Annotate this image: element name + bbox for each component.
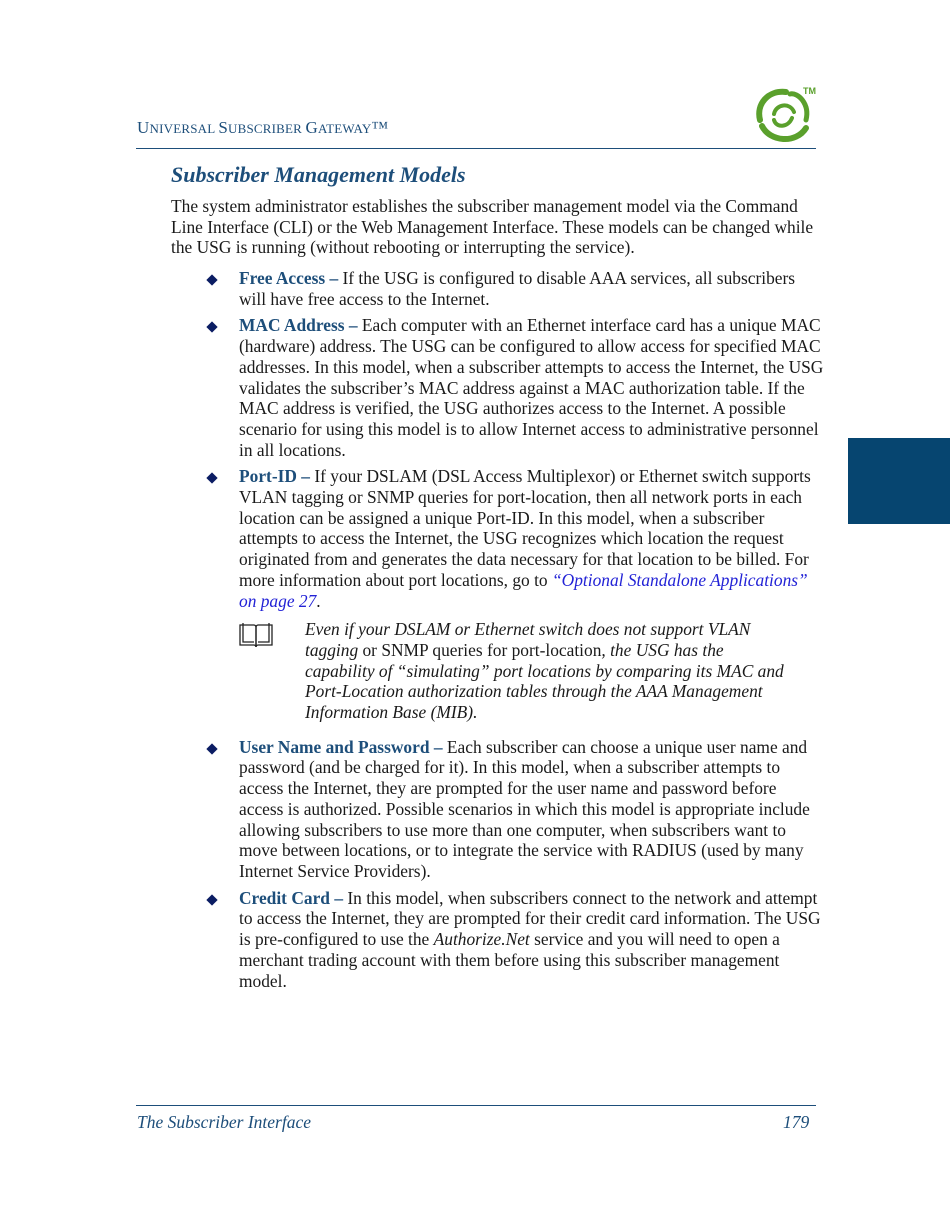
diamond-bullet-icon	[206, 473, 217, 484]
diamond-bullet-icon	[206, 322, 217, 333]
header-trademark: ™	[371, 118, 389, 137]
item-text: Each computer with an Ethernet interface card has a unique MAC (hardware) address. The USG can be configured to allow access for specified MAC addresses. In this model, when a subscriber attempts to access the Internet, the USG validates the subscriber’s MAC address against a MAC authorization table. If the MAC address is verified, the USG authorizes access to the Internet. A possible scenario for using this model is to allow Internet access to administrative personnel in all locations.	[239, 315, 824, 460]
list-item-credit-card	[205, 888, 825, 992]
header-smallcaps: UBSCRIBER	[228, 121, 306, 136]
list-item-free-access	[205, 268, 825, 309]
note-text-part: Even if your DSLAM or Ethernet switch does not support VLAN tagging	[305, 619, 751, 660]
item-term: MAC Address –	[239, 315, 358, 336]
item-emphasis: Authorize.Net	[433, 929, 530, 950]
note-text-part: or SNMP queries for port-location	[358, 639, 602, 660]
running-header	[137, 118, 388, 138]
header-initial: U	[137, 118, 150, 137]
note-text-part: , the USG has the capability of “simulating” port locations by comparing its MAC and Port-Location authorization tables through the AAA Management Information Base (MIB).	[305, 639, 784, 723]
item-text: In this model, when subscribers connect to the network and attempt to access the Internet, they are prompted for their credit card information. The USG is pre-configured to use the	[239, 887, 821, 950]
note-text	[305, 619, 785, 723]
logo-trademark: TM	[803, 86, 816, 96]
item-term: Free Access –	[239, 268, 339, 288]
header-rule	[136, 148, 816, 149]
section-title: Subscriber Management Models	[171, 162, 466, 187]
cross-reference-link[interactable]: “Optional Standalone Applications” on page 27	[239, 569, 808, 611]
model-list	[205, 268, 825, 997]
diamond-bullet-icon	[206, 274, 217, 285]
chapter-side-tab	[848, 438, 950, 524]
note-block	[238, 619, 785, 723]
header-smallcaps: ATEWAY	[317, 121, 372, 136]
item-term: Port-ID –	[239, 466, 310, 487]
item-text: If the USG is configured to disable AAA services, all subscribers will have free access to the Internet.	[239, 268, 796, 309]
item-text: If your DSLAM (DSL Access Multiplexor) or Ethernet switch supports VLAN tagging or SNMP queries for port-location, then all network ports in each location can be assigned a unique Port-ID. In this model, when a subscriber attempts to access the Internet, the USG recognizes which location the request originated from and generates the data necessary for that location to be billed. For more information about port locations, go to	[239, 466, 811, 590]
item-term: Credit Card –	[239, 887, 344, 908]
footer-chapter-title: The Subscriber Interface	[137, 1112, 311, 1132]
open-book-note-icon	[238, 621, 274, 649]
list-item-user-name-password	[205, 737, 825, 882]
item-term: User Name and Password –	[239, 736, 443, 757]
list-item-mac-address	[205, 315, 825, 460]
header-initial: G	[305, 118, 318, 137]
item-text-end: .	[316, 590, 321, 611]
item-text-end: service and you will need to open a merchant trading account with them before using this subscriber management model.	[239, 929, 780, 991]
header-initial: S	[218, 118, 228, 137]
intro-paragraph: The system administrator establishes the subscriber management model via the Command Line Interface (CLI) or the Web Management Interface. These models can be changed while the USG is running (without rebooting or interrupting the service).	[171, 196, 814, 258]
header-smallcaps: NIVERSAL	[149, 121, 219, 136]
list-item-port-id	[205, 466, 825, 611]
diamond-bullet-icon	[206, 894, 217, 905]
footer-page-number: 179	[783, 1112, 810, 1132]
diamond-bullet-icon	[206, 743, 217, 754]
footer-rule	[136, 1105, 816, 1106]
item-text: Each subscriber can choose a unique user name and password (and be charged for it). In this model, when a subscriber attempts to access the Internet, they are prompted for the user name and password before access is authorized. Possible scenarios in which this model is appropriate include allowing subscribers to use more than one computer, when subscribers want to move between locations, or to integrate the service with RADIUS (used by many Internet Service Providers).	[239, 736, 810, 881]
